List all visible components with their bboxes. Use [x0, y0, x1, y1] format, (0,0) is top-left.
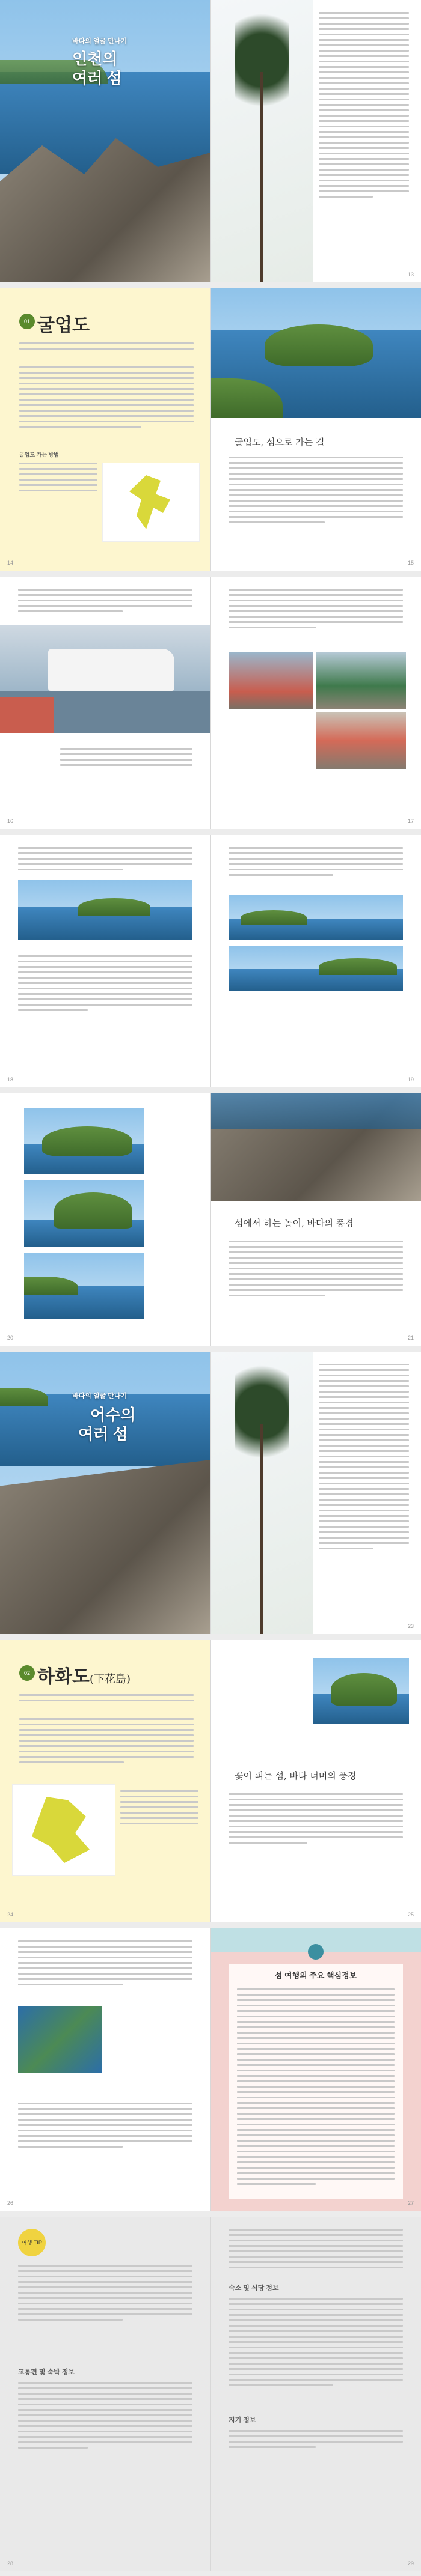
body-text — [319, 12, 409, 201]
info-box-title: 섬 여행의 주요 핵심정보 — [274, 1971, 357, 1980]
intro-text — [19, 342, 194, 353]
spread-6 — [0, 1352, 421, 1634]
body-text-2 — [18, 2103, 192, 2151]
body-text — [19, 1718, 194, 1767]
lodging-text — [229, 2298, 403, 2390]
body-text — [229, 847, 403, 879]
page-right — [210, 577, 421, 829]
handwritten-heading: 굴업도, 섬으로 가는 길 — [235, 437, 325, 448]
page-number: 24 — [7, 1912, 14, 1918]
harbor-photo-1 — [229, 652, 313, 709]
cover-title-line2: 여러 섬 — [78, 1425, 128, 1443]
page-number: 27 — [407, 2200, 414, 2206]
island-photo-1 — [229, 895, 403, 940]
intro-text — [19, 1694, 194, 1705]
cover-title-line1: 인천의 — [72, 50, 118, 68]
tree-photo — [210, 0, 313, 282]
sea-view-photo — [18, 880, 192, 940]
cover-title-line2: 여러 섬 — [72, 69, 122, 87]
page-left — [0, 2217, 210, 2571]
tree-photo — [210, 1352, 313, 1634]
spread-9 — [0, 2217, 421, 2571]
island-number-badge: 01 — [19, 314, 35, 329]
harbor-photo-2 — [316, 652, 406, 709]
extra-text — [229, 2430, 403, 2452]
transport-text — [18, 2382, 192, 2452]
page-right — [210, 2217, 421, 2571]
page-right — [210, 288, 421, 571]
page-number: 13 — [407, 272, 414, 278]
page-number: 20 — [7, 1335, 14, 1341]
island-photo-2 — [229, 946, 403, 991]
extra-label: 지기 정보 — [229, 2417, 256, 2424]
spread-2 — [0, 288, 421, 571]
handwritten-heading: 꽃이 피는 섬, 바다 너머의 풍경 — [235, 1770, 357, 1781]
info-box-text — [237, 1988, 395, 2189]
page-number: 26 — [7, 2200, 14, 2206]
page-number: 14 — [7, 560, 14, 566]
page-number: 17 — [407, 818, 414, 824]
page-right — [210, 835, 421, 1087]
page-number: 21 — [407, 1335, 414, 1341]
island-number-badge: 02 — [19, 1665, 35, 1681]
spread-1 — [0, 0, 421, 282]
caption-text — [60, 748, 192, 770]
page-left — [0, 1352, 210, 1634]
page-number: 28 — [7, 2560, 14, 2566]
page-left — [0, 835, 210, 1087]
body-text — [229, 1241, 403, 1300]
aerial-map-photo — [18, 2006, 102, 2073]
island-name: 하화도 — [37, 1666, 90, 1687]
lodging-label: 숙소 및 식당 정보 — [229, 2285, 279, 2292]
harbor-photo-3 — [316, 712, 406, 769]
body-text — [18, 589, 192, 616]
body-text — [229, 589, 403, 632]
body-text-2 — [18, 955, 192, 1015]
page-right — [210, 1640, 421, 1922]
flower-island-photo — [313, 1658, 409, 1724]
coast-photo — [24, 1253, 144, 1319]
body-text — [19, 366, 194, 431]
info-box — [229, 1964, 403, 2199]
cover-title-line1: 어수의 — [90, 1406, 136, 1424]
page-number: 23 — [407, 1623, 414, 1629]
spread-3 — [0, 577, 421, 829]
page-left — [0, 0, 210, 282]
info-text — [120, 1790, 198, 1828]
contact-text — [229, 2229, 403, 2272]
transport-label: 교통편 및 숙박 정보 — [18, 2369, 75, 2376]
page-right — [210, 1352, 421, 1634]
tip-text — [18, 2265, 192, 2324]
rocky-shore-photo — [210, 1093, 421, 1201]
page-number: 19 — [407, 1077, 414, 1083]
island-title — [37, 1662, 131, 1688]
ferry-photo — [0, 625, 210, 733]
green-island-photo — [24, 1108, 144, 1174]
handwritten-heading: 섬에서 하는 놀이, 바다의 풍경 — [235, 1218, 354, 1229]
page-left — [0, 288, 210, 571]
page-number: 16 — [7, 818, 14, 824]
tip-stamp: 여행 TIP — [18, 2229, 46, 2256]
page-number: 29 — [407, 2560, 414, 2566]
spread-5 — [0, 1093, 421, 1346]
page-left — [0, 1640, 210, 1922]
body-text — [18, 1940, 192, 1989]
page-right — [210, 1093, 421, 1346]
spread-8 — [0, 1928, 421, 2211]
page-right — [210, 1928, 421, 2211]
info-label: 굴업도 가는 방법 — [19, 452, 59, 458]
spread-7 — [0, 1640, 421, 1922]
island-map — [12, 1784, 115, 1876]
hill-island-photo — [24, 1180, 144, 1247]
page-number: 25 — [407, 1912, 414, 1918]
body-text — [229, 1793, 403, 1847]
island-title: 굴업도 — [37, 315, 90, 336]
info-icon — [308, 1944, 324, 1960]
spread-4 — [0, 835, 421, 1087]
page-left — [0, 1093, 210, 1346]
island-name-hanja: (下花島) — [89, 1673, 131, 1686]
page-number: 15 — [407, 560, 414, 566]
body-text — [319, 1364, 409, 1553]
page-right — [210, 0, 421, 282]
info-text — [19, 463, 97, 495]
cover-kicker: 바다의 얼굴 만나기 — [72, 1393, 128, 1400]
cover-kicker: 바다의 얼굴 만나기 — [72, 38, 128, 45]
island-aerial-photo — [210, 288, 421, 418]
island-map — [102, 463, 200, 542]
body-text — [229, 457, 403, 527]
page-number: 18 — [7, 1077, 14, 1083]
page-left — [0, 1928, 210, 2211]
body-text — [18, 847, 192, 874]
page-left — [0, 577, 210, 829]
